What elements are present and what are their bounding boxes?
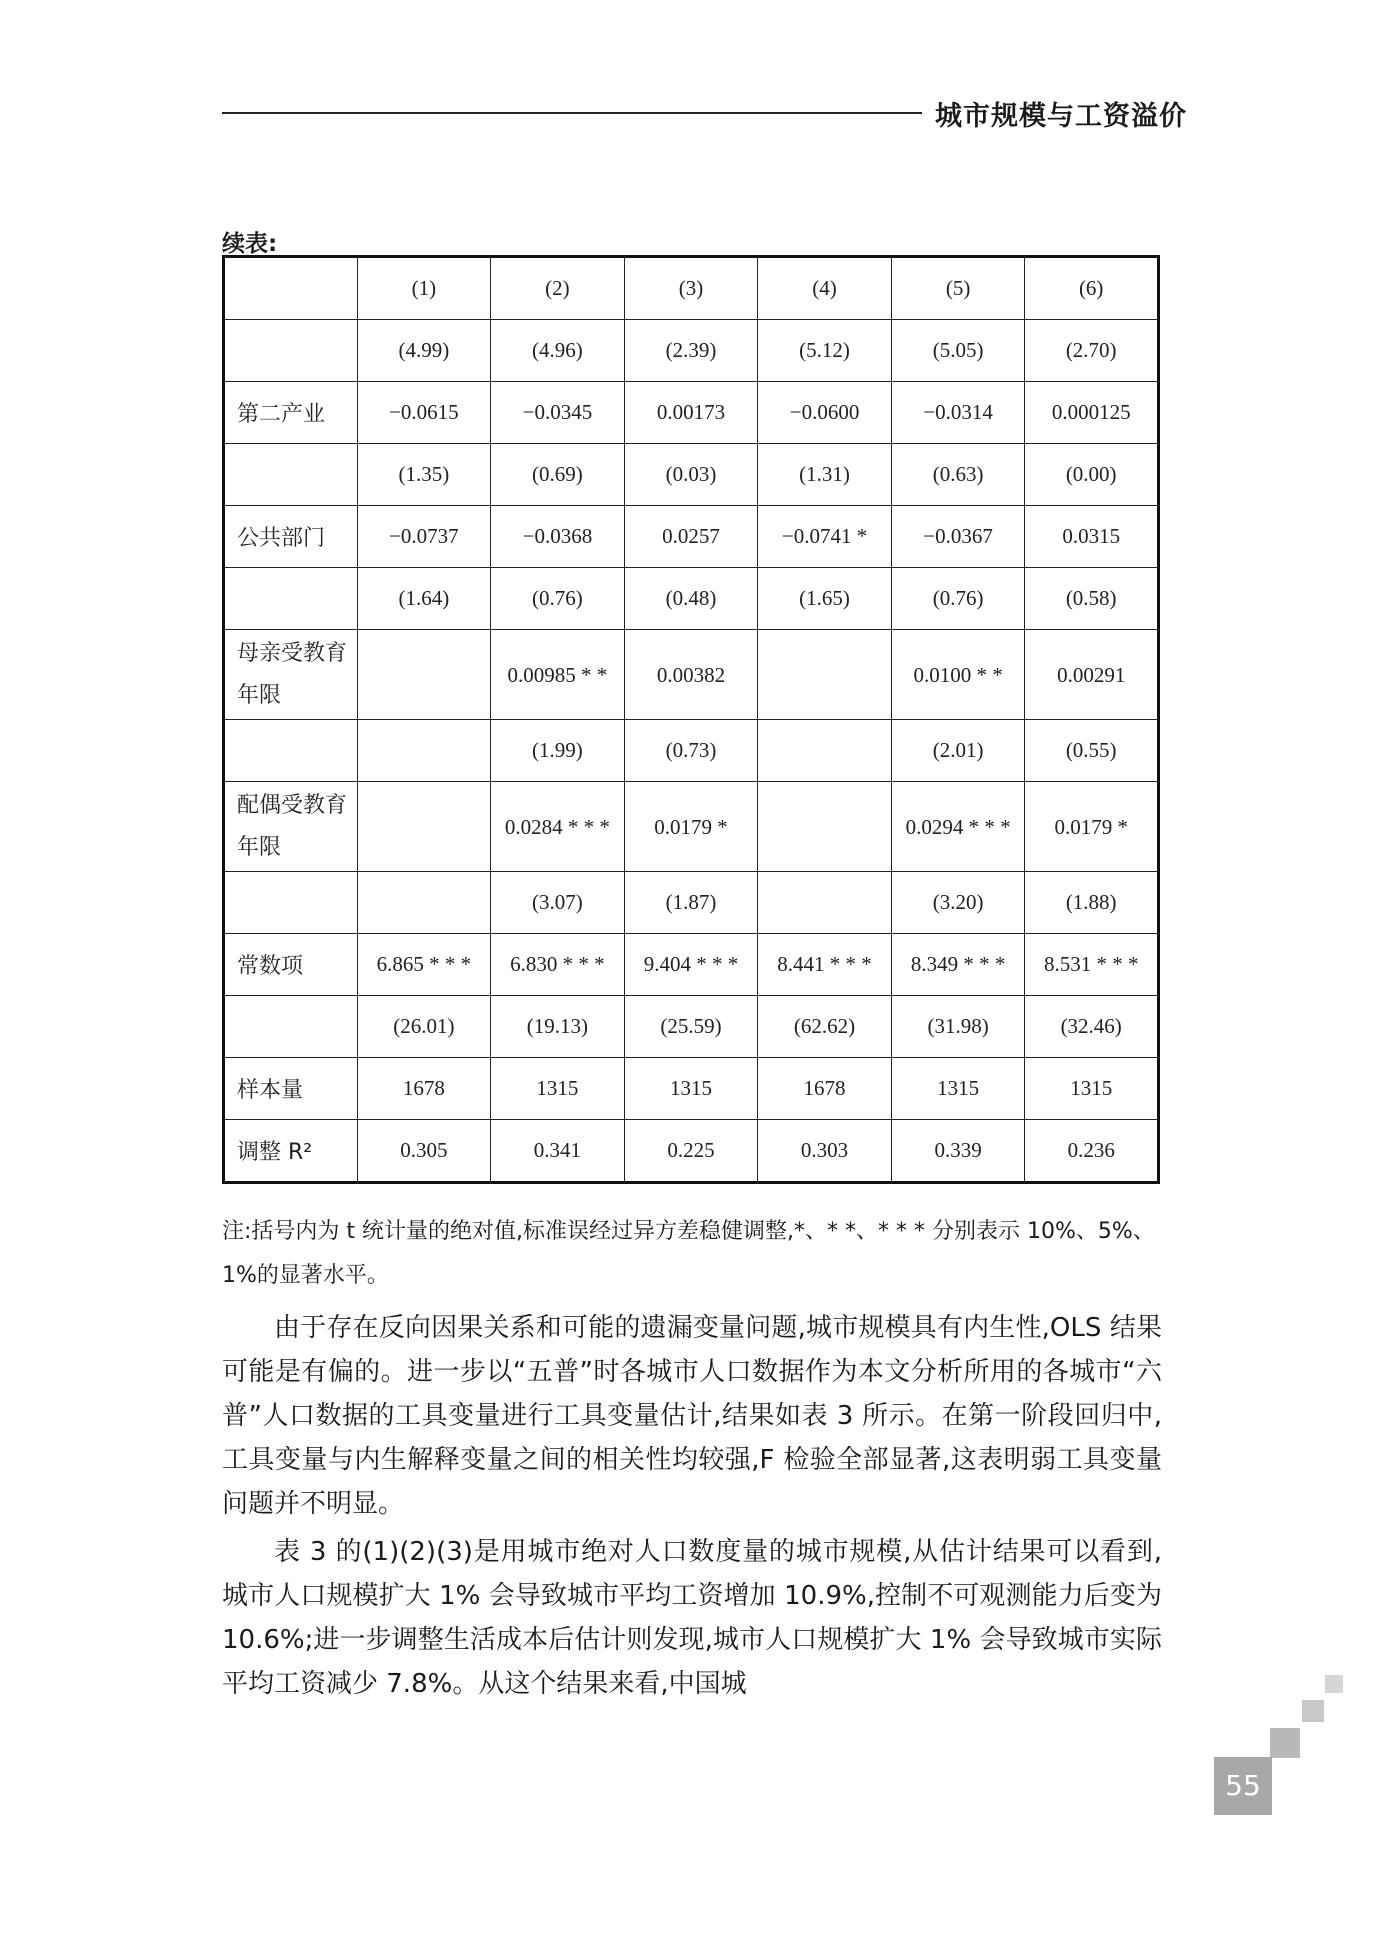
table-cell: (0.76) [891,568,1025,630]
table-cell: 6.865 * * * [357,934,491,996]
table-cell: 0.303 [758,1120,892,1183]
table-cell: (31.98) [891,996,1025,1058]
table-cell: −0.0314 [891,382,1025,444]
table-cell [357,782,491,872]
table-cell [758,782,892,872]
table-row [224,996,1159,1058]
decorative-square [1302,1700,1324,1722]
table-cell [758,872,892,934]
table-cell: 0.00291 [1025,630,1159,720]
row-label [224,996,358,1058]
table-cell [758,720,892,782]
table-cell: 1678 [357,1058,491,1120]
table-cell: 8.441 * * * [758,934,892,996]
table-row [224,720,1159,782]
table-cell: −0.0367 [891,506,1025,568]
table-row [224,506,1159,568]
table-row [224,872,1159,934]
table-cell [357,872,491,934]
table-cell: (4.96) [491,320,625,382]
table-cell: (0.63) [891,444,1025,506]
page-number: 55 [1214,1757,1272,1815]
table-cell: 8.349 * * * [891,934,1025,996]
table-cell [758,630,892,720]
table-cell: (1.65) [758,568,892,630]
table-row [224,1058,1159,1120]
table-cell: (0.55) [1025,720,1159,782]
table-cell: 0.0179 * [1025,782,1159,872]
table-cell: 1315 [1025,1058,1159,1120]
row-label [224,320,358,382]
table-note: 注:括号内为 t 统计量的绝对值,标准误经过异方差稳健调整,*、* *、* * * 分别表示 10%、5%、1%的显著水平。 [222,1219,1155,1288]
table-row [224,1120,1159,1183]
table-row [224,568,1159,630]
table-cell: 0.341 [491,1120,625,1183]
table-cell: 1315 [891,1058,1025,1120]
table-cell: 0.0257 [624,506,758,568]
header-rule [222,112,922,114]
table-cell: 1678 [758,1058,892,1120]
body-paragraph: 表 3 的(1)(2)(3)是用城市绝对人口数度量的城市规模,从估计结果可以看到,城市人口规模扩大 1% 会导致城市平均工资增加 10.9%,控制不可观测能力后变为 10.6%;进一步调整生活成本后估计则发现,城市人口规模扩大 1% 会导致城市实际平均工资减少 7.8%。从这个结果来看,中国城 [222,1537,1162,1699]
row-label: 常数项 [224,934,358,996]
row-label: 调整 R² [224,1120,358,1183]
table-cell: −0.0345 [491,382,625,444]
table-cell: (1.31) [758,444,892,506]
table-cell: (2.39) [624,320,758,382]
row-label [224,720,358,782]
table-cell: −0.0368 [491,506,625,568]
table-cell: (32.46) [1025,996,1159,1058]
row-label [224,872,358,934]
table-cell: 1315 [624,1058,758,1120]
table-cell: 0.0179 * [624,782,758,872]
row-label [224,568,358,630]
table-cell: 0.00382 [624,630,758,720]
regression-table [222,255,1160,1184]
table-cell: 0.236 [1025,1120,1159,1183]
table-cell: 0.0100 * * [891,630,1025,720]
table-cell: (4.99) [357,320,491,382]
table-cell: (5.12) [758,320,892,382]
table-cell: (0.76) [491,568,625,630]
table-cell: (1.64) [357,568,491,630]
table-cell: 8.531 * * * [1025,934,1159,996]
table-cell: (0.48) [624,568,758,630]
column-header: (6) [1025,257,1159,320]
body-paragraph: 由于存在反向因果关系和可能的遗漏变量问题,城市规模具有内生性,OLS 结果可能是有偏的。进一步以“五普”时各城市人口数据作为本文分析所用的各城市“六普”人口数据的工具变量进行工具变量估计,结果如表 3 所示。在第一阶段回归中,工具变量与内生解释变量之间的相关性均较强,F 检验全部显著,这表明弱工具变量问题并不明显。 [222,1313,1162,1519]
column-header: (2) [491,257,625,320]
table-cell: (0.03) [624,444,758,506]
row-label [224,444,358,506]
table-cell: (1.99) [491,720,625,782]
table-header-row [224,257,1159,320]
table-cell: (2.01) [891,720,1025,782]
table-cell: 0.00985 * * [491,630,625,720]
decorative-square [1325,1675,1343,1693]
table-row [224,444,1159,506]
table-cell: 0.0294 * * * [891,782,1025,872]
table-cell: (2.70) [1025,320,1159,382]
decorative-square [1270,1728,1300,1758]
table-cell: 6.830 * * * [491,934,625,996]
table-cell [224,257,358,320]
table-cell [357,720,491,782]
table-row [224,630,1159,720]
table-cell: −0.0600 [758,382,892,444]
table-caption: 续表: [222,231,278,257]
table-cell: (19.13) [491,996,625,1058]
table-cell: 9.404 * * * [624,934,758,996]
table-cell [357,630,491,720]
table-cell: 0.0315 [1025,506,1159,568]
table-cell: (25.59) [624,996,758,1058]
table-cell: (1.88) [1025,872,1159,934]
table-cell: 0.0284 * * * [491,782,625,872]
table-cell: 0.339 [891,1120,1025,1183]
table-cell: (1.87) [624,872,758,934]
table-cell: −0.0737 [357,506,491,568]
table-row [224,782,1159,872]
table-cell: (1.35) [357,444,491,506]
column-header: (1) [357,257,491,320]
table-cell: (5.05) [891,320,1025,382]
table-cell: 0.225 [624,1120,758,1183]
table-cell: 0.00173 [624,382,758,444]
table-cell: 0.000125 [1025,382,1159,444]
table-cell: (3.20) [891,872,1025,934]
row-label: 样本量 [224,1058,358,1120]
table-cell: −0.0615 [357,382,491,444]
table-cell: (0.69) [491,444,625,506]
column-header: (5) [891,257,1025,320]
row-label: 母亲受教育年限 [224,630,358,720]
column-header: (3) [624,257,758,320]
running-header-title: 城市规模与工资溢价 [935,101,1187,132]
row-label: 公共部门 [224,506,358,568]
table-row [224,382,1159,444]
table-cell: (0.00) [1025,444,1159,506]
table-cell: 1315 [491,1058,625,1120]
table-row [224,320,1159,382]
row-label: 第二产业 [224,382,358,444]
table-cell: (0.58) [1025,568,1159,630]
column-header: (4) [758,257,892,320]
table-cell: (0.73) [624,720,758,782]
table-cell: (26.01) [357,996,491,1058]
table-cell: −0.0741 * [758,506,892,568]
table-row [224,934,1159,996]
table-cell: 0.305 [357,1120,491,1183]
table-cell: (62.62) [758,996,892,1058]
row-label: 配偶受教育年限 [224,782,358,872]
table-cell: (3.07) [491,872,625,934]
